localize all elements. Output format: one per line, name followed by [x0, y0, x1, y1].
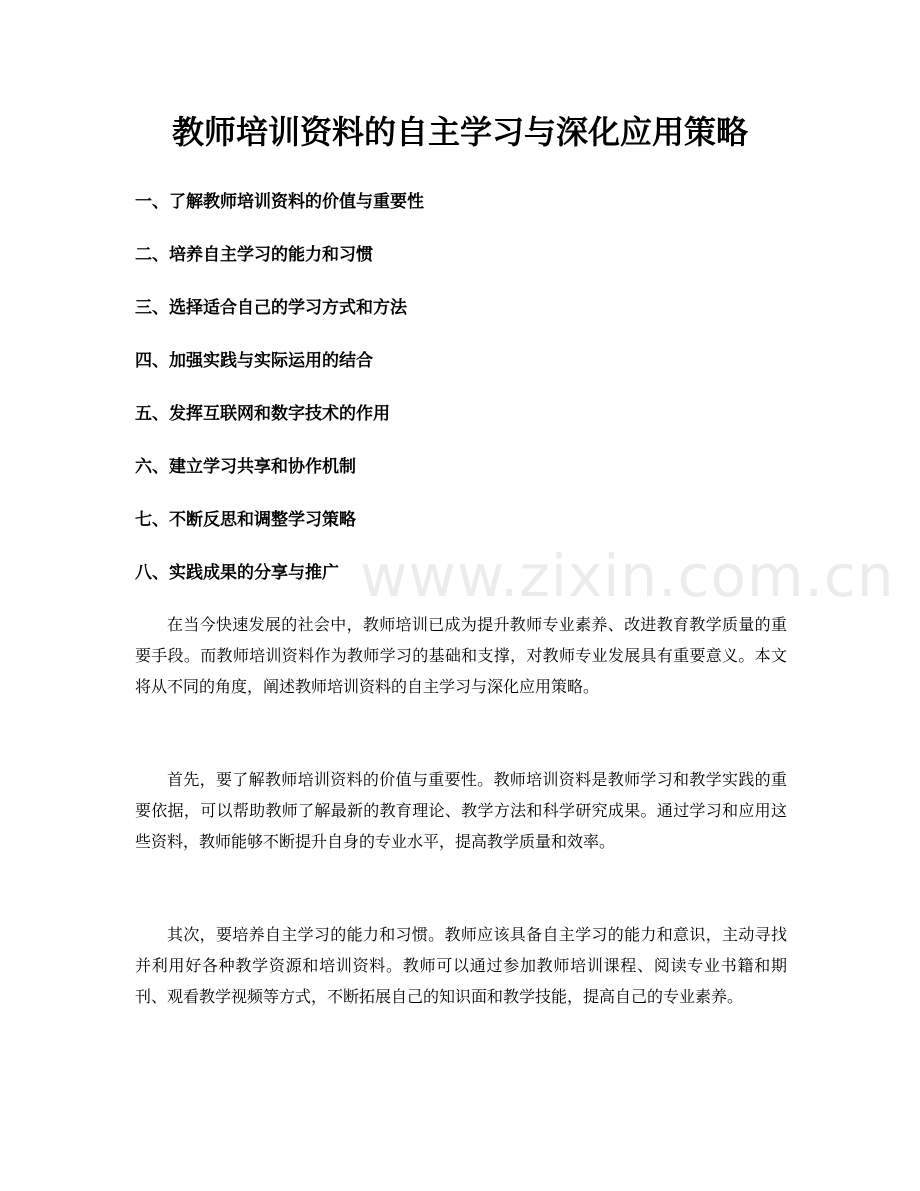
toc-item-4: 四、加强实践与实际运用的结合 [135, 351, 373, 371]
toc-item-5: 五、发挥互联网和数字技术的作用 [135, 404, 390, 424]
toc-item-3: 三、选择适合自己的学习方式和方法 [135, 298, 407, 318]
toc-item-8: 八、实践成果的分享与推广 [135, 563, 339, 583]
page-title: 教师培训资料的自主学习与深化应用策略 [171, 113, 748, 151]
paragraph-first: 首先，要了解教师培训资料的价值与重要性。教师培训资料是教师学习和教学实践的重要依据，可以帮助教师了解最新的教育理论、教学方法和科学研究成果。通过学习和应用这些资料，教师能够不断提升自身的专业水平，提高教学质量和效率。 [135, 770, 787, 851]
table-of-contents [135, 188, 424, 612]
paragraph-intro: 在当今快速发展的社会中，教师培训已成为提升教师专业素养、改进教育教学质量的重要手段。而教师培训资料作为教师学习的基础和支撑，对教师专业发展具有重要意义。本文将从不同的角度，阐述教师培训资料的自主学习与深化应用策略。 [135, 615, 787, 696]
paragraph-second: 其次，要培养自主学习的能力和习惯。教师应该具备自主学习的能力和意识，主动寻找并利用好各种教学资源和培训资料。教师可以通过参加教师培训课程、阅读专业书籍和期刊、观看教学视频等方式，不断拓展自己的知识面和教学技能，提高自己的专业素养。 [135, 925, 787, 1006]
watermark-text: www.zixin.com.cn [360, 542, 895, 610]
toc-item-6: 六、建立学习共享和协作机制 [135, 457, 356, 477]
toc-item-1: 一、了解教师培训资料的价值与重要性 [135, 192, 424, 212]
toc-item-2: 二、培养自主学习的能力和习惯 [135, 245, 373, 265]
toc-item-7: 七、不断反思和调整学习策略 [135, 510, 356, 530]
